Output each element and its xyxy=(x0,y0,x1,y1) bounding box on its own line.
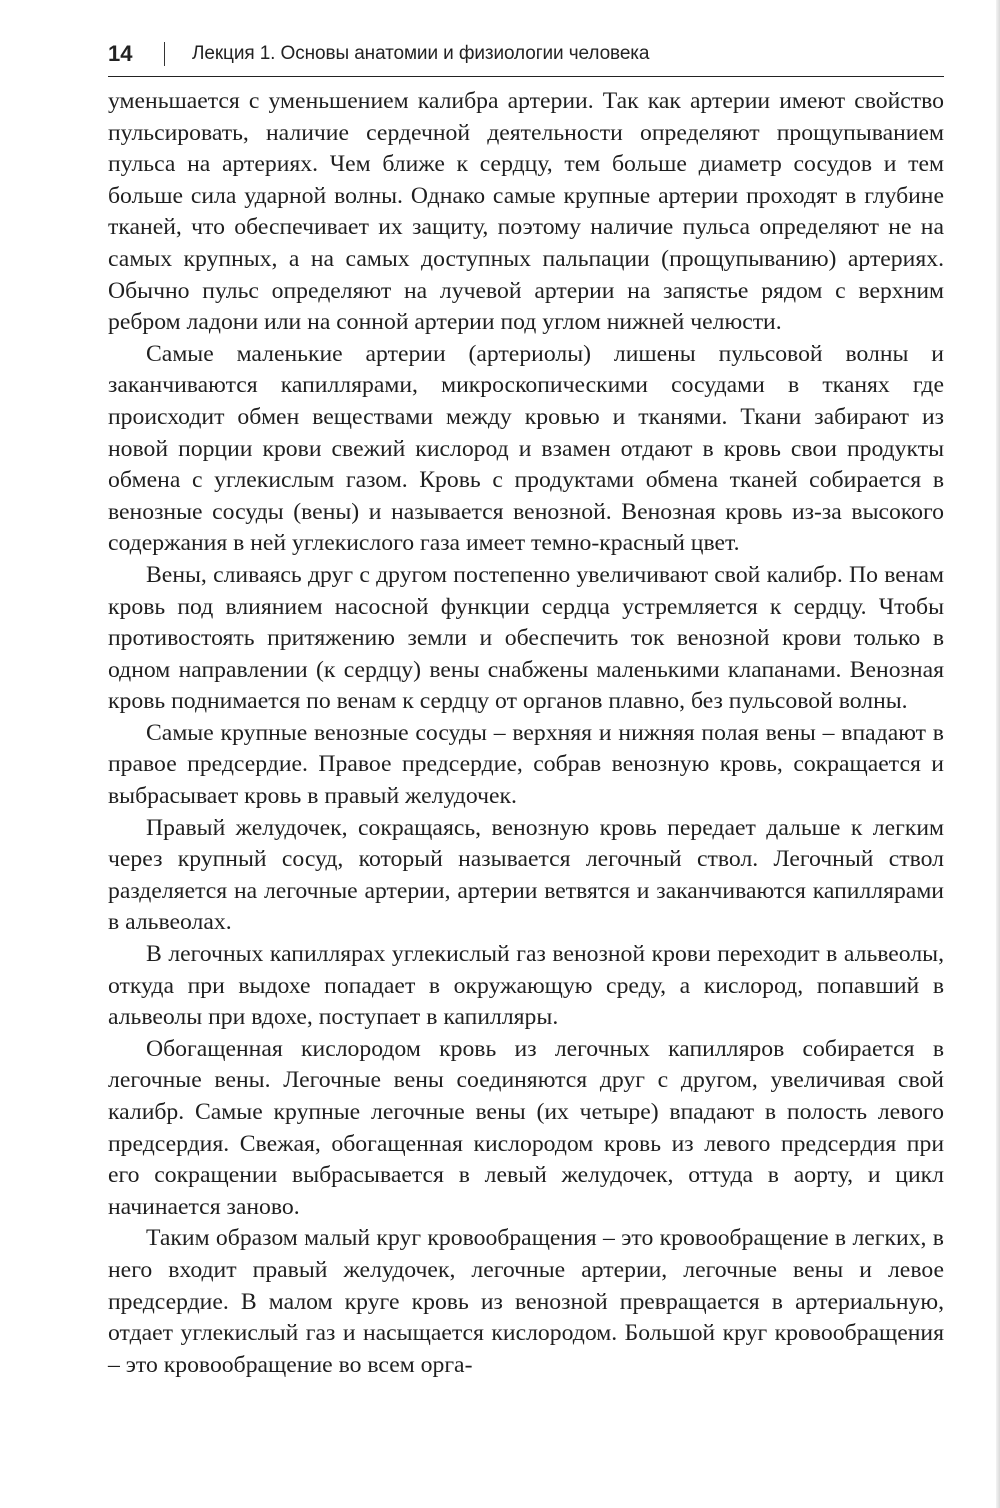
header-rule xyxy=(108,76,944,77)
paragraph: Самые маленькие артерии (артериолы) лишены пульсовой волны и заканчиваются капиллярами, микроскопическими сосудами в тканях где происходит обмен веществами между кровью и тканями. Ткани забирают из новой порции крови свежий кислород и взамен отдают в кровь свои продукты обмена с углекислым газом. Кровь с продуктами обмена тканей собирается в венозные сосуды (вены) и называется венозной. Венозная кровь из-за высокого содержания в ней углекислого газа имеет темно-красный цвет. xyxy=(108,340,944,557)
paragraph: Вены, сливаясь друг с другом постепенно увеличивают свой калибр. По венам кровь под влиянием насосной функции сердца устремляется к сердцу. Чтобы противостоять притяжению земли и обеспечить ток венозной крови только в одном направлении (к сердцу) вены снабжены маленькими клапанами. Венозная кровь поднимается по венам к сердцу от органов плавно, без пульсовой волны. xyxy=(108,561,944,715)
paragraph: Самые крупные венозные сосуды – верхняя и нижняя полая вены – впадают в правое предсердие. Правое предсердие, собрав венозную кровь, сокращается и выбрасывает кровь в правый желудочек. xyxy=(108,719,944,810)
body-text xyxy=(108,86,944,1381)
paragraph: Таким образом малый круг кровообращения – это кровообращение в легких, в него входит правый желудочек, легочные артерии, легочные вены и левое предсердие. В малом круге кровь из венозной превращается в артериальную, отдает углекислый газ и насыщается кислородом. Большой круг кровообращения – это кровообращение во всем орга- xyxy=(108,1225,944,1378)
paragraph: уменьшается с уменьшением калибра артерии. Так как артерии имеют свойство пульсировать, наличие сердечной деятельности определяют прощупыванием пульса на артериях. Чем ближе к сердцу, тем больше диаметр сосудов и тем больше сила ударной волны. Однако самые крупные артерии проходят в глубине тканей, что обеспечивает их защиту, поэтому наличие пульса определяют не на самых крупных, а на самых доступных пальпации (прощупыванию) артериях. Обычно пульс определяют на лучевой артерии на запястье рядом с верхним ребром ладони или на сонной артерии под углом нижней челюсти. xyxy=(108,88,944,336)
page-edge-shadow xyxy=(996,0,1000,1508)
running-header xyxy=(108,38,944,74)
paragraph: В легочных капиллярах углекислый газ венозной крови переходит в альвеолы, откуда при выдохе попадает в окружающую среду, а кислород, попавший в альвеолы при вдохе, поступает в капилляры. xyxy=(108,941,944,1031)
paragraph: Обогащенная кислородом кровь из легочных капилляров собирается в легочные вены. Легочные вены соединяются друг с другом, увеличивая свой калибр. Самые крупные легочные вены (их четыре) впадают в полость левого предсердия. Свежая, обогащенная кислородом кровь из левого предсердия при его сокращении выбрасывается в левый желудочек, оттуда в аорту, и цикл начинается заново. xyxy=(108,1035,944,1220)
running-title: Лекция 1. Основы анатомии и физиологии человека xyxy=(192,43,650,64)
page-number: 14 xyxy=(108,41,133,66)
header-separator xyxy=(164,42,165,66)
paragraph: Правый желудочек, сокращаясь, венозную кровь передает дальше к легким через крупный сосуд, который называется легочный ствол. Легочный ствол разделяется на легочные артерии, артерии ветвятся и заканчиваются капиллярами в альвеолах. xyxy=(108,814,944,936)
